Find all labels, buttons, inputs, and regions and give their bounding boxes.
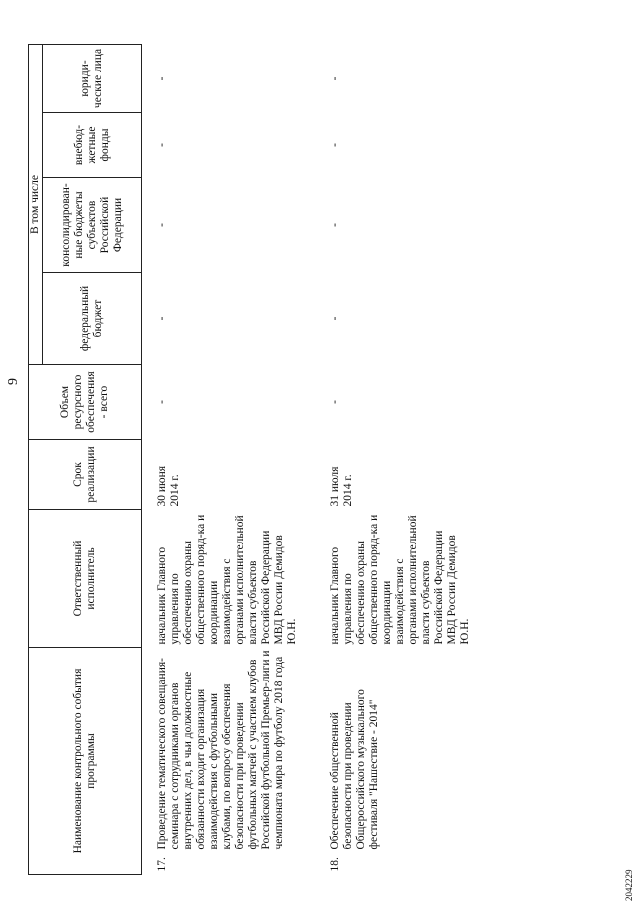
table-row xyxy=(142,45,302,875)
header-total: Объем ресурсного обеспечения - всего xyxy=(29,365,142,440)
offbudget-value: - xyxy=(329,143,341,147)
executor-name: начальник Главного управления по обеспечению охраны общественного поряд-ка и координации взаимодействия с органами исполнительной власти субъектов Российской Федерации МВД России Демидов Ю.Н. xyxy=(156,514,298,645)
table-row xyxy=(301,45,474,875)
term-date: 30 июня 2014 г. xyxy=(156,465,181,507)
page-number: 9 xyxy=(6,378,21,385)
header-federal: федеральный бюджет xyxy=(43,273,142,365)
row-number: 17. xyxy=(156,857,168,872)
program-events-table xyxy=(28,44,474,875)
legal-value: - xyxy=(329,76,341,81)
executor-name: начальник Главного управления по обеспечению охраны общественного поряд-ка и координации взаимодействия с органами исполнительной власти субъектов Российской Федерации МВД России Демидов Ю.Н. xyxy=(329,514,471,645)
document-id: 2042229 xyxy=(624,869,634,901)
event-name: Обеспечение общественной безопасности при проведении Общероссийского музыкального фестиваля "Нашествие - 2014" xyxy=(329,689,380,850)
federal-value: - xyxy=(329,316,341,321)
header-legal: юриди-ческие лица xyxy=(43,45,142,113)
header-executor: Ответственный исполнитель xyxy=(29,510,142,648)
federal-value: - xyxy=(156,316,168,321)
row-number: 18. xyxy=(329,857,341,872)
regional-value: - xyxy=(329,223,341,227)
header-row xyxy=(29,45,43,875)
regional-value: - xyxy=(156,223,168,227)
header-name: Наименование контрольного события программы xyxy=(29,648,142,875)
offbudget-value: - xyxy=(156,143,168,147)
total-value: - xyxy=(329,400,341,404)
legal-value: - xyxy=(156,76,168,81)
header-term: Срок реализации xyxy=(29,440,142,510)
header-regional: консолидирован-ные бюджеты субъектов Российской Федерации xyxy=(43,178,142,273)
header-offbudget: внебюд-жетные фонды xyxy=(43,113,142,178)
term-date: 31 июля 2014 г. xyxy=(329,466,354,507)
header-including: В том числе xyxy=(29,45,43,365)
event-name: Проведение тематического совещания-семинара с сотрудниками органов внутренних дел, в чьи должностные обязанности входит организация взаимодействия с футбольными клубами, по вопросу обеспечения безопасности при проведении футбольных матчей с участием клубов Российской футбольной Премьер-лиги и чемпионата мира по футболу 2018 года xyxy=(156,650,285,850)
total-value: - xyxy=(156,400,168,404)
